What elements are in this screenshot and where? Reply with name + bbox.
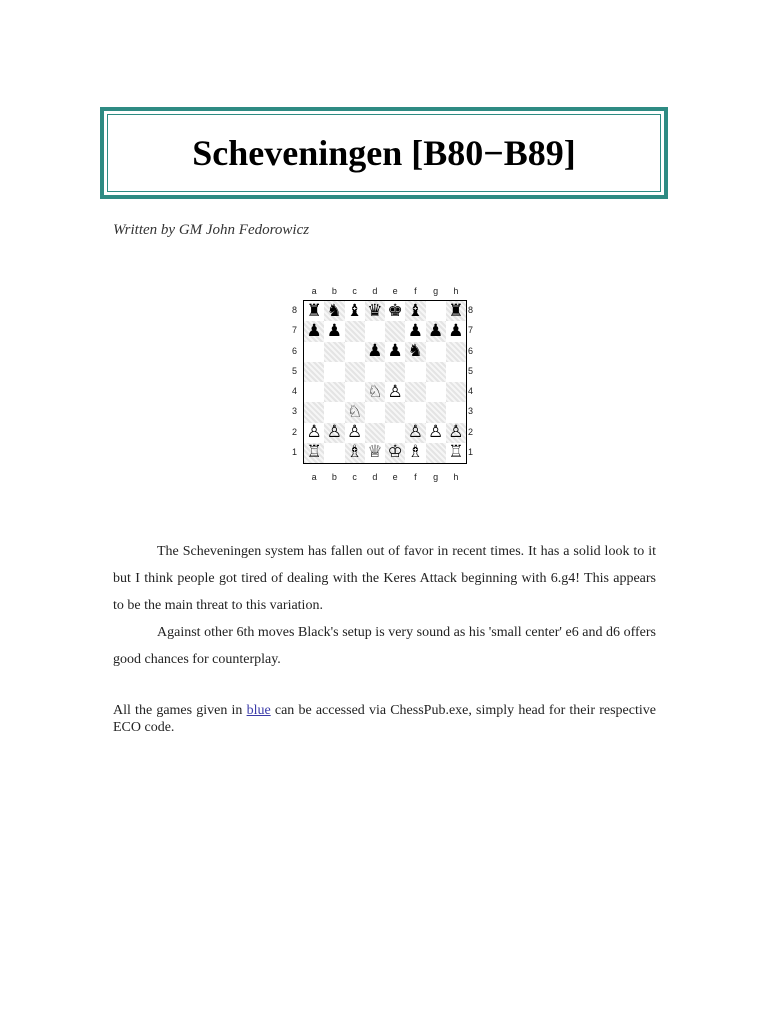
file-label-top-a: a	[311, 286, 317, 296]
rank-label-right-2: 2	[468, 426, 474, 437]
square-g6	[426, 342, 446, 362]
rank-label-right-3: 3	[468, 406, 474, 417]
square-g4	[426, 382, 446, 402]
square-e8: ♚	[385, 301, 405, 321]
square-e6: ♟	[385, 342, 405, 362]
square-e5	[385, 362, 405, 382]
square-a7: ♟	[304, 321, 324, 341]
square-d3	[365, 402, 385, 422]
square-h4	[446, 382, 466, 402]
square-d1: ♕	[365, 443, 385, 463]
file-label-top-g: g	[433, 286, 439, 296]
square-d2	[365, 423, 385, 443]
file-label-top-b: b	[331, 286, 337, 296]
square-f1: ♗	[405, 443, 425, 463]
file-label-top-f: f	[414, 286, 417, 296]
blue-link[interactable]: blue	[246, 703, 271, 718]
square-b4	[324, 382, 344, 402]
square-g7: ♟	[426, 321, 446, 341]
square-d4: ♘	[365, 382, 385, 402]
chess-diagram	[289, 286, 479, 482]
square-d7	[365, 321, 385, 341]
file-label-top-d: d	[372, 286, 378, 296]
square-a3	[304, 402, 324, 422]
square-c4	[345, 382, 365, 402]
rank-label-right-6: 6	[468, 345, 474, 356]
rank-label-left-7: 7	[292, 325, 298, 336]
square-a8: ♜	[304, 301, 324, 321]
square-a6	[304, 342, 324, 362]
square-f6: ♞	[405, 342, 425, 362]
square-c7	[345, 321, 365, 341]
file-label-bottom-a: a	[311, 472, 317, 482]
title-box	[100, 107, 668, 199]
file-labels-bottom	[304, 472, 466, 482]
square-b8: ♞	[324, 301, 344, 321]
square-c8: ♝	[345, 301, 365, 321]
square-f5	[405, 362, 425, 382]
file-label-bottom-g: g	[433, 472, 439, 482]
rank-label-right-1: 1	[468, 446, 474, 457]
rank-label-left-3: 3	[292, 406, 298, 417]
square-a2: ♙	[304, 423, 324, 443]
file-label-top-e: e	[392, 286, 398, 296]
square-a5	[304, 362, 324, 382]
square-h6	[446, 342, 466, 362]
rank-label-right-5: 5	[468, 365, 474, 376]
paragraph-against: Against other 6th moves Black's setup is very sound as his 'small center' e6 and d6 offers good chances for counterplay.	[113, 625, 656, 667]
page-title: Scheveningen [B80−B89]	[192, 133, 576, 173]
square-b3	[324, 402, 344, 422]
rank-label-right-7: 7	[468, 325, 474, 336]
square-c3: ♘	[345, 402, 365, 422]
rank-label-left-1: 1	[292, 446, 298, 457]
games-note	[113, 702, 656, 736]
games-note-before: All the games given in	[113, 703, 247, 718]
rank-label-right-4: 4	[468, 386, 474, 396]
square-c1: ♗	[345, 443, 365, 463]
square-d8: ♛	[365, 301, 385, 321]
square-h8: ♜	[446, 301, 466, 321]
square-b7: ♟	[324, 321, 344, 341]
square-b5	[324, 362, 344, 382]
square-h1: ♖	[446, 443, 466, 463]
square-g3	[426, 402, 446, 422]
square-g2: ♙	[426, 423, 446, 443]
square-a1: ♖	[304, 443, 324, 463]
square-e4: ♙	[385, 382, 405, 402]
square-h3	[446, 402, 466, 422]
rank-label-right-8: 8	[468, 305, 474, 315]
file-label-bottom-d: d	[372, 472, 378, 482]
file-label-bottom-b: b	[331, 472, 337, 482]
square-d6: ♟	[365, 342, 385, 362]
square-e1: ♔	[385, 443, 405, 463]
file-label-bottom-f: f	[414, 472, 417, 482]
rank-label-left-2: 2	[292, 426, 298, 437]
square-c2: ♙	[345, 423, 365, 443]
square-h5	[446, 362, 466, 382]
file-label-bottom-h: h	[453, 472, 459, 482]
square-b2: ♙	[324, 423, 344, 443]
square-f3	[405, 402, 425, 422]
square-f2: ♙	[405, 423, 425, 443]
square-h7: ♟	[446, 321, 466, 341]
square-c5	[345, 362, 365, 382]
rank-labels-left	[292, 300, 297, 462]
file-label-top-h: h	[453, 286, 459, 296]
title-frame	[107, 114, 661, 192]
author-line: Written by GM John Fedorowicz	[113, 222, 310, 238]
square-g1	[426, 443, 446, 463]
square-b1	[324, 443, 344, 463]
square-b6	[324, 342, 344, 362]
file-label-top-c: c	[352, 286, 357, 296]
rank-label-left-5: 5	[292, 365, 298, 376]
rank-label-left-8: 8	[292, 305, 298, 315]
file-label-bottom-e: e	[392, 472, 398, 482]
square-f7: ♟	[405, 321, 425, 341]
paragraph-intro: The Scheveningen system has fallen out of favor in recent times. It has a solid look to it but I think people got tired of dealing with the Keres Attack beginning with 6.g4! This appears to be the main threat to this variation.	[113, 544, 656, 613]
rank-labels-right	[468, 300, 473, 462]
square-e2	[385, 423, 405, 443]
square-g5	[426, 362, 446, 382]
chess-board	[303, 300, 467, 464]
square-f4	[405, 382, 425, 402]
square-a4	[304, 382, 324, 402]
file-label-bottom-c: c	[352, 472, 357, 482]
rank-label-left-6: 6	[292, 345, 298, 356]
square-g8	[426, 301, 446, 321]
square-h2: ♙	[446, 423, 466, 443]
games-note-after: can be accessed via ChessPub.exe, simply head for their respective ECO code.	[113, 703, 656, 735]
file-labels-top	[304, 286, 466, 296]
square-e7	[385, 321, 405, 341]
square-c6	[345, 342, 365, 362]
square-f8: ♝	[405, 301, 425, 321]
square-d5	[365, 362, 385, 382]
rank-label-left-4: 4	[292, 386, 298, 396]
square-e3	[385, 402, 405, 422]
